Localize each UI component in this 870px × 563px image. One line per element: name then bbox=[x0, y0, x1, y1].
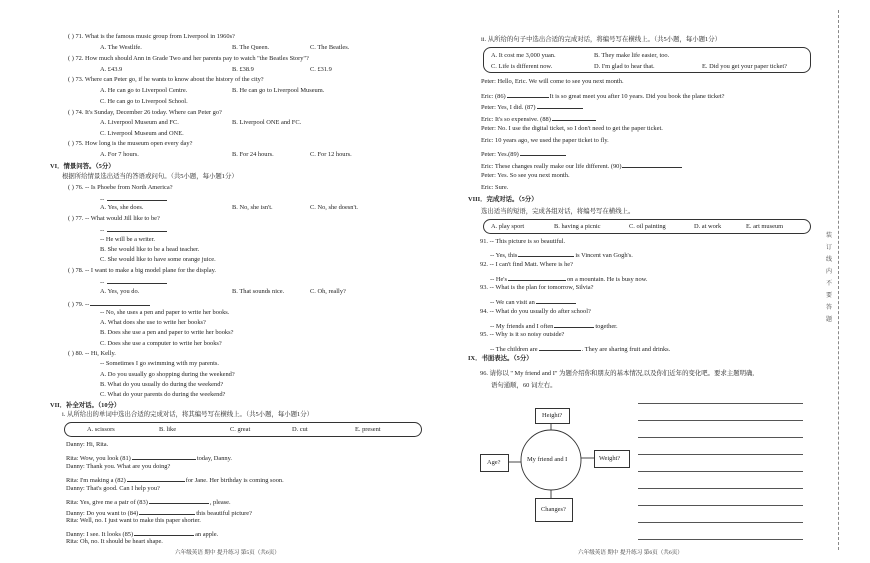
option: B. Liverpool ONE and FC. bbox=[232, 119, 302, 126]
dialog-line: Peter: Yes.(89) bbox=[481, 149, 567, 158]
sentence-option: E. Did you get your paper ticket? bbox=[702, 63, 788, 70]
option: A. £43.9 bbox=[100, 66, 123, 73]
option: A. Yes, she does. bbox=[100, 204, 144, 211]
option: B. No, she isn't. bbox=[232, 204, 273, 211]
question-93: 93. -- What is the plan for tomorrow, Silvia? bbox=[480, 284, 594, 291]
dialog-line: Danny: I see. It looks (85) an apple. bbox=[66, 531, 219, 538]
dialog-line: Rita: Well, no. I just want to make this paper shorter. bbox=[66, 517, 201, 524]
section-title: VI．情景问答。（5分） bbox=[50, 163, 115, 170]
question-95: 95. -- Why is it so noisy outside? bbox=[480, 331, 565, 338]
question-75: ( ) 75. How long is the museum open every day? bbox=[68, 140, 193, 147]
option: B. The Queen. bbox=[232, 44, 270, 51]
dialog-line: Eric: 10 years ago, we used the paper ticket to fly. bbox=[481, 137, 609, 144]
option: A. Yes, you do. bbox=[100, 288, 140, 295]
page-footer: 六年级英语 期中 提升练习 第5页（共6页） bbox=[175, 550, 280, 556]
question-72: ( ) 72. How much should Ann in Grade Two and her parents pay to watch "the Beatles Story"? bbox=[68, 55, 309, 62]
answer-blank: -- bbox=[100, 225, 168, 234]
writing-line[interactable] bbox=[638, 454, 803, 455]
word-option: A. scissors bbox=[87, 426, 115, 433]
answer-line: -- No, she uses a pen and paper to write her books. bbox=[100, 309, 230, 316]
dialog-line: Rita: Wow, you look (81) today, Danny. bbox=[66, 455, 233, 462]
dialog-line: Eric: (86) It is so great meet you after 10 years. Did you book the plane ticket? bbox=[481, 93, 725, 100]
dialog-line: -- He's on a mountain. He is busy now. bbox=[490, 276, 648, 283]
dialog-line: Rita: Oh, no. It should be heart shape. bbox=[66, 538, 163, 545]
question-77: ( ) 77. -- What would Jill like to be? bbox=[68, 215, 160, 222]
option: A. Liverpool Museum and FC. bbox=[100, 119, 179, 126]
page-footer: 六年级英语 期中 提升练习 第6页（共6页） bbox=[578, 550, 683, 556]
section-instructions: i. 从所给出的单词中选出合适的完成对话，将其编号写在横线上。（共5小题，每小题1分） bbox=[62, 411, 314, 418]
question-96-cont: 语句通顺，60 词左右。 bbox=[491, 382, 557, 389]
dialog-line: Danny: Thank you. What are you doing? bbox=[66, 463, 171, 470]
option: B. For 24 hours. bbox=[232, 151, 274, 158]
option: B. She would like to be a head teacher. bbox=[100, 246, 200, 253]
option: B. That sounds nice. bbox=[232, 288, 285, 295]
section-instructions: 选出适当的短语，完成各组对话，将编号写在横线上。 bbox=[481, 208, 635, 215]
option: C. Does she use a computer to write her books? bbox=[100, 340, 222, 347]
word-option: B. like bbox=[159, 426, 177, 433]
dialog-line: -- Yes, this is Vincent van Gogh's. bbox=[490, 252, 633, 259]
question-94: 94. -- What do you usually do after school? bbox=[480, 308, 591, 315]
mindmap-node-left: Age? bbox=[480, 454, 509, 472]
answer-blank: -- bbox=[100, 194, 168, 203]
dialog-line: Eric: Sure. bbox=[481, 184, 509, 191]
dialog-line: Eric: These changes really make our life different. (90) bbox=[481, 161, 683, 170]
answer-blank: -- bbox=[100, 277, 168, 286]
mindmap-node-right: Weight? bbox=[594, 450, 630, 468]
dialog-line: Rita: I'm making a (82) for Jane. Her birthday is coming soon. bbox=[66, 477, 284, 484]
sentence-option: D. I'm glad to hear that. bbox=[594, 63, 655, 70]
option: C. The Beatles. bbox=[310, 44, 350, 51]
section-instructions: 根据所给情景选出适当的答语或问句。（共5小题，每小题1分） bbox=[62, 173, 238, 180]
question-78: ( ) 78. -- I want to make a big model plane for the display. bbox=[68, 267, 216, 274]
option: A. What does she use to write her books? bbox=[100, 319, 206, 326]
section-instructions: ii. 从所给的句子中选出合适的完成对话，将编号写在横线上。（共5小题，每小题1分） bbox=[481, 36, 721, 43]
dialog-line: Peter: Yes, I did. (87) bbox=[481, 102, 584, 111]
word-option: C. great bbox=[230, 426, 251, 433]
option: C. For 12 hours. bbox=[310, 151, 352, 158]
binding-dashed-line bbox=[838, 10, 839, 550]
phrase-option: D. at work bbox=[694, 223, 722, 230]
sentence-option: B. They make life easier, too. bbox=[594, 52, 670, 59]
question-96: 96. 请你以 " My friend and I" 为题介绍你和朋友的基本情况,以及你们近年的变化吧。要求主题明确, bbox=[480, 370, 754, 377]
writing-line[interactable] bbox=[638, 539, 803, 540]
question-92: 92. -- I can't find Matt. Where is he? bbox=[480, 261, 573, 268]
dialog-line: -- My friends and I often together. bbox=[490, 323, 618, 330]
sentence-option: A. It cost me 3,000 yuan. bbox=[491, 52, 556, 59]
writing-line[interactable] bbox=[638, 403, 803, 404]
dialog-line: Peter: Hello, Eric. We will come to see you next month. bbox=[481, 78, 624, 85]
word-option: E. present bbox=[355, 426, 381, 433]
question-74: ( ) 74. It's Sunday, December 26 today. Where can Peter go? bbox=[68, 109, 222, 116]
writing-line[interactable] bbox=[638, 437, 803, 438]
option: A. The Westlife. bbox=[100, 44, 142, 51]
dialog-line: Danny: Hi, Rita. bbox=[66, 441, 109, 448]
section-title: VIII．完成对话。（5分） bbox=[468, 196, 538, 203]
dialog-line: Eric: It's so expensive. (88) bbox=[481, 114, 597, 123]
question-79: ( ) 79. -- bbox=[68, 299, 151, 308]
option: C. He can go to Liverpool School. bbox=[100, 98, 188, 105]
binding-margin-note: 装订线内不要答题 bbox=[826, 233, 833, 323]
question-73: ( ) 73. Where can Peter go, if he wants to know about the history of the city? bbox=[68, 76, 264, 83]
dialog-line: Peter: No. I use the digital ticket, so I don't need to get the paper ticket. bbox=[481, 125, 663, 132]
dialog-line: Peter: Yes. So see you next month. bbox=[481, 172, 570, 179]
dialog-line: -- The children are . They are sharing fruit and drinks. bbox=[490, 346, 671, 353]
dialog-line: Rita: Yes, give me a pair of (83) , please. bbox=[66, 499, 231, 506]
option: C. No, she doesn't. bbox=[310, 204, 359, 211]
phrase-option: A. play sport bbox=[491, 223, 525, 230]
sentence-option: C. Life is different now. bbox=[491, 63, 553, 70]
option: B. £38.9 bbox=[232, 66, 254, 73]
section-title: VII．补全对话。（10分） bbox=[50, 402, 121, 409]
phrase-option: B. having a picnic bbox=[554, 223, 601, 230]
option: C. What do your parents do during the weekend? bbox=[100, 391, 226, 398]
option: B. Does she use a pen and paper to write her books? bbox=[100, 329, 234, 336]
option: B. What do you usually do during the weekend? bbox=[100, 381, 224, 388]
mindmap-node-top: Height? bbox=[535, 408, 570, 424]
word-option: D. cut bbox=[292, 426, 308, 433]
option: C. She would like to have some orange juice. bbox=[100, 256, 216, 263]
dialog-line: Danny: That's good. Can I help you? bbox=[66, 485, 160, 492]
option: -- He will be a writer. bbox=[100, 236, 156, 243]
option: C. Oh, really? bbox=[310, 288, 346, 295]
dialog-line: -- We can visit an bbox=[490, 297, 577, 306]
answer-line: -- Sometimes I go swimming with my parents. bbox=[100, 360, 219, 367]
writing-line[interactable] bbox=[638, 505, 803, 506]
mindmap-node-bottom: Changes? bbox=[535, 498, 573, 522]
phrase-option: C. oil painting bbox=[629, 223, 666, 230]
writing-line[interactable] bbox=[638, 522, 803, 523]
option: A. Do you usually go shopping during the weekend? bbox=[100, 371, 235, 378]
question-80: ( ) 80. -- Hi, Kelly. bbox=[68, 350, 116, 357]
option: B. He can go to Liverpool Museum. bbox=[232, 87, 325, 94]
question-71: ( ) 71. What is the famous music group from Liverpool in 1960s? bbox=[68, 33, 235, 40]
writing-line[interactable] bbox=[638, 420, 803, 421]
question-91: 91. -- This picture is so beautiful. bbox=[480, 238, 566, 245]
section-title: IX．书面表达。（5分） bbox=[468, 355, 533, 362]
writing-line[interactable] bbox=[638, 471, 803, 472]
option: C. Liverpool Museum and ONE. bbox=[100, 130, 184, 137]
option: A. For 7 hours. bbox=[100, 151, 139, 158]
option: A. He can go to Liverpool Centre. bbox=[100, 87, 188, 94]
question-76: ( ) 76. -- Is Phoebe from North America? bbox=[68, 184, 173, 191]
phrase-option: E. art museum bbox=[746, 223, 784, 230]
writing-line[interactable] bbox=[638, 488, 803, 489]
mindmap-center-label: My friend and I bbox=[527, 456, 568, 463]
option: C. £31.9 bbox=[310, 66, 332, 73]
dialog-line: Danny: Do you want to (84) this beautiful picture? bbox=[66, 510, 252, 517]
